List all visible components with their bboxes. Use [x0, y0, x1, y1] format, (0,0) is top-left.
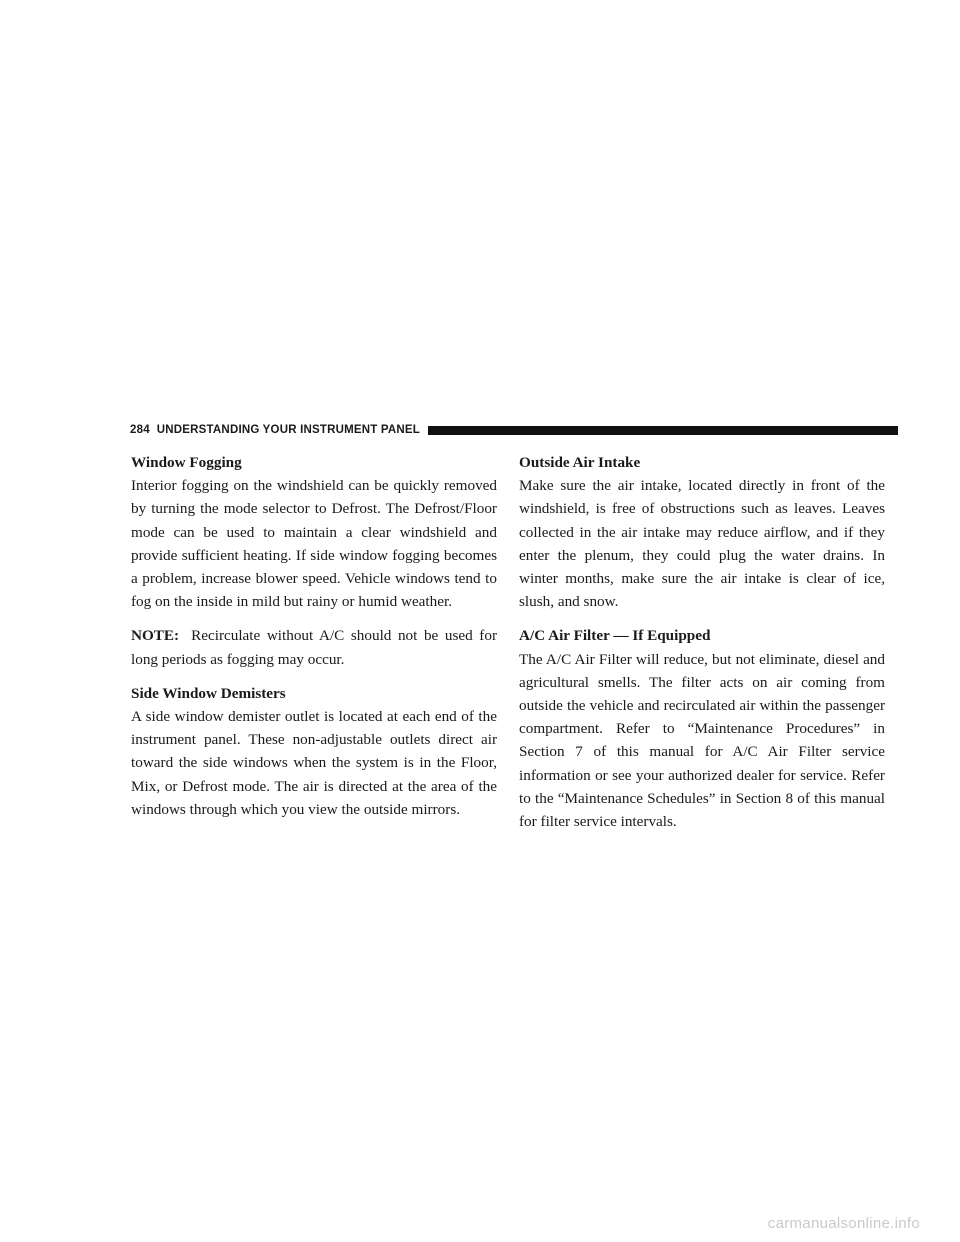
- ac-air-filter-body: The A/C Air Filter will reduce, but not eliminate, diesel and agricultural smells. The filter acts on air coming from outside the vehicle and recirculated air within the passenger compartment. Refer to “Maintenance Procedures” in Section 7 of this manual for A/C Air Filter service information or see your authorized dealer for service. Refer to the “Maintenance Schedules” in Section 8 of this manual for filter service intervals.: [519, 650, 885, 831]
- watermark: carmanualsonline.info: [767, 1215, 920, 1232]
- side-window-demisters-section: [131, 682, 497, 821]
- note-section: [131, 624, 497, 670]
- note-body: Recirculate without A/C should not be used for long periods as fogging may occur.: [131, 627, 497, 668]
- outside-air-intake-section: [519, 451, 885, 613]
- outside-air-intake-body: Make sure the air intake, located directly in front of the windshield, is free of obstructions such as leaves. Leaves collected in the air intake may reduce airflow, and if they enter the plenum, they could plug the water drains. In winter months, make sure the air intake is clear of ice, slush, and snow.: [519, 477, 885, 611]
- header-rule: [428, 426, 898, 435]
- page-header: [130, 422, 898, 438]
- ac-air-filter-heading: A/C Air Filter — If Equipped: [519, 627, 711, 645]
- side-window-demisters-heading: Side Window Demisters: [131, 684, 286, 702]
- note-paragraph: [131, 624, 497, 670]
- ac-air-filter-section: [519, 624, 885, 833]
- window-fogging-body: Interior fogging on the windshield can be quickly removed by turning the mode selector to Defrost. The Defrost/Floor mode can be used to maintain a clear windshield and provide sufficient heating. If side window fogging becomes a problem, increase blower speed. Vehicle windows tend to fog on the inside in mild but rainy or humid weather.: [131, 477, 497, 611]
- left-column: [131, 451, 497, 832]
- window-fogging-heading: Window Fogging: [131, 454, 242, 471]
- window-fogging-section: [131, 451, 497, 613]
- page-number: 284: [130, 424, 150, 436]
- section-title: UNDERSTANDING YOUR INSTRUMENT PANEL: [156, 424, 420, 436]
- right-column: [519, 451, 885, 844]
- outside-air-intake-heading: Outside Air Intake: [519, 454, 641, 471]
- note-label: NOTE:: [131, 627, 180, 645]
- side-window-demisters-body: A side window demister outlet is located at each end of the instrument panel. These non-adjustable outlets direct air toward the side windows when the system is in the Floor, Mix, or Defrost mode. The air is directed at the area of the windows through which you view the outside mirrors.: [131, 708, 497, 818]
